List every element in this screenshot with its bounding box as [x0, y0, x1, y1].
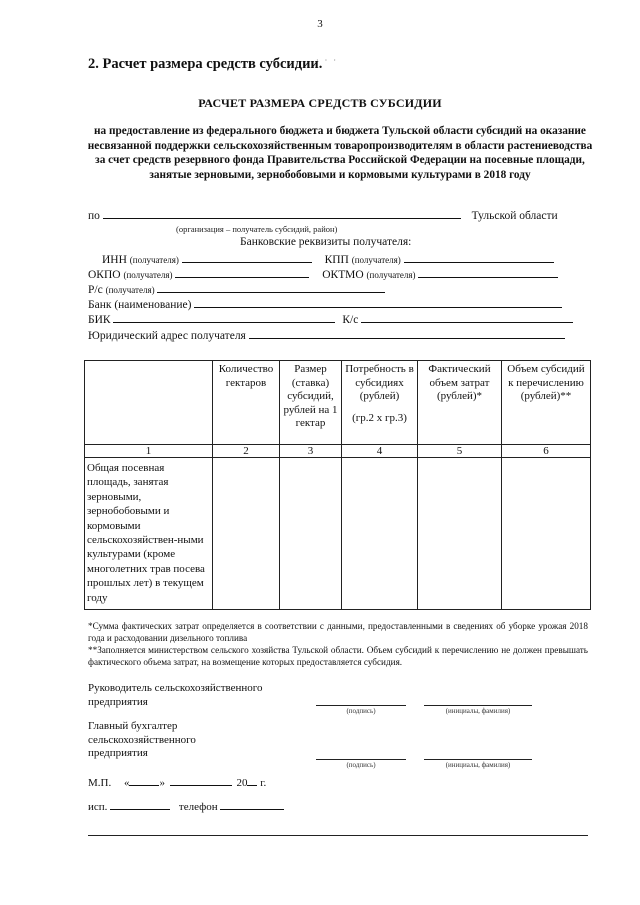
okpo-field[interactable]: [175, 267, 309, 278]
okpo-label: ОКПО: [88, 269, 121, 281]
kpp-field[interactable]: [404, 252, 554, 263]
rs-row: [88, 282, 385, 296]
bank-row: [88, 297, 562, 311]
executor-row: [88, 799, 284, 813]
organization-field[interactable]: [103, 208, 461, 219]
oktmo-recipient-hint: (получателя): [366, 270, 416, 280]
region-label: Тульской области: [471, 210, 558, 222]
footnotes: [88, 620, 588, 668]
rs-recipient-hint: (получателя): [105, 285, 155, 295]
footnote-transfer: **Заполняется министерством сельского хозяйства Тульской области. Объем субсидий к перечислению не должен превышать фактического объема затрат, на возмещение которых предоставляется субсидия.: [88, 645, 588, 667]
header-hectares: Количество гектаров: [213, 361, 280, 445]
head-signature-line[interactable]: [316, 705, 406, 706]
column-number: 2: [213, 445, 280, 458]
year-prefix: 20: [236, 777, 248, 789]
column-number: 5: [418, 445, 502, 458]
head-label: Руководитель сельскохозяйственного предприятия: [88, 682, 263, 708]
header-need-formula: (гр.2 х гр.3): [352, 411, 407, 424]
inn-field[interactable]: [182, 252, 312, 263]
kpp-label: КПП: [324, 254, 349, 266]
need-cell[interactable]: [342, 458, 418, 610]
header-actual-costs: Фактический объем затрат (рублей)*: [418, 361, 502, 445]
header-cell-blank: [85, 361, 213, 445]
accountant-signature-label: (подпись): [346, 761, 376, 769]
rs-field[interactable]: [157, 282, 385, 293]
month-field[interactable]: [170, 775, 232, 786]
phone-field[interactable]: [220, 799, 284, 810]
footnote-actual-costs: *Сумма фактических затрат определяется в соответствии с данными, предоставленными в сведениях об уборке урожая 2018 года и расходовании дизельного топлива: [88, 621, 588, 643]
ks-field[interactable]: [361, 312, 573, 323]
table-number-row: [85, 445, 591, 458]
oktmo-label: ОКТМО: [322, 269, 364, 281]
bottom-rule: [88, 835, 588, 836]
bank-label: Банк (наименование): [88, 299, 192, 311]
document-title: РАСЧЕТ РАЗМЕРА СРЕДСТВ СУБСИДИИ: [198, 96, 442, 110]
date-row: [88, 775, 266, 789]
accountant-label: Главный бухгалтер сельскохозяйственного предприятия: [88, 720, 196, 759]
executor-field[interactable]: [110, 799, 170, 810]
header-transfer: Объем субсидий к перечислению (рублей)**: [502, 361, 591, 445]
rate-cell[interactable]: [280, 458, 342, 610]
column-number: 3: [280, 445, 342, 458]
header-need: [342, 361, 418, 445]
bik-label: БИК: [88, 314, 111, 326]
stamp-label: М.П.: [88, 777, 112, 789]
po-label: по: [88, 210, 100, 222]
inn-label: ИНН: [102, 254, 127, 266]
document-subtitle: на предоставление из федерального бюджета и бюджета Тульской области субсидий на оказание несвязанной поддержки сельскохозяйственным товаропроизводителям в области растениеводства за счет средств резервного фонда Правительства Российской Федерации на посевные площади, занятые зерновыми, зернобобовыми и кормовыми культурами в 2018 году: [87, 125, 593, 181]
quote-close: »: [159, 777, 165, 789]
head-signature-label: (подпись): [346, 707, 376, 715]
bik-field[interactable]: [113, 312, 335, 323]
section-heading: 2. Расчет размера средств субсидии.: [88, 56, 323, 72]
executor-label: исп.: [88, 801, 108, 813]
accountant-name-label: (инициалы, фамилия): [445, 761, 511, 769]
phone-label: телефон: [178, 801, 218, 813]
bank-requisites-label: Банковские реквизиты получателя:: [240, 236, 412, 248]
head-name-line[interactable]: [424, 705, 532, 706]
year-field[interactable]: [247, 775, 257, 786]
table-header-row: [85, 361, 591, 445]
actual-costs-cell[interactable]: [418, 458, 502, 610]
table-row: [85, 458, 591, 610]
header-need-label: Потребность в субсидиях (рублей): [345, 363, 414, 402]
rs-label: Р/с: [88, 284, 103, 296]
bank-field[interactable]: [194, 297, 562, 308]
address-field[interactable]: [249, 328, 565, 339]
accountant-signature-line[interactable]: [316, 759, 406, 760]
year-suffix: г.: [260, 777, 267, 789]
hectares-cell[interactable]: [213, 458, 280, 610]
column-number: 1: [85, 445, 213, 458]
scan-dots: · · ·: [316, 56, 338, 65]
inn-recipient-hint: (получателя): [129, 255, 179, 265]
address-label: Юридический адрес получателя: [88, 330, 246, 342]
oktmo-field[interactable]: [418, 267, 558, 278]
okpo-oktmo-row: [88, 267, 558, 281]
quote-open: «: [123, 777, 130, 789]
bik-ks-row: [88, 312, 573, 326]
form-po-row: [88, 208, 558, 222]
kpp-recipient-hint: (получателя): [351, 255, 401, 265]
address-row: [88, 328, 565, 342]
ks-label: К/с: [342, 314, 359, 326]
okpo-recipient-hint: (получателя): [123, 270, 173, 280]
accountant-name-line[interactable]: [424, 759, 532, 760]
organization-hint: (организация – получатель субсидий, район): [176, 224, 338, 234]
page-number: 3: [317, 18, 323, 30]
column-number: 4: [342, 445, 418, 458]
subsidy-table: [84, 360, 591, 610]
day-field[interactable]: [129, 775, 159, 786]
row-label: Общая посевная площадь, занятая зерновыми, зернобобовыми и кормовыми сельскохозяйствен-ными культурами (кроме многолетних трав посева прошлых лет) в текущем году: [85, 458, 213, 610]
header-rate: Размер (ставка) субсидий, рублей на 1 гектар: [280, 361, 342, 445]
head-name-label: (инициалы, фамилия): [445, 707, 511, 715]
transfer-cell[interactable]: [502, 458, 591, 610]
inn-kpp-row: [102, 252, 554, 266]
column-number: 6: [502, 445, 591, 458]
